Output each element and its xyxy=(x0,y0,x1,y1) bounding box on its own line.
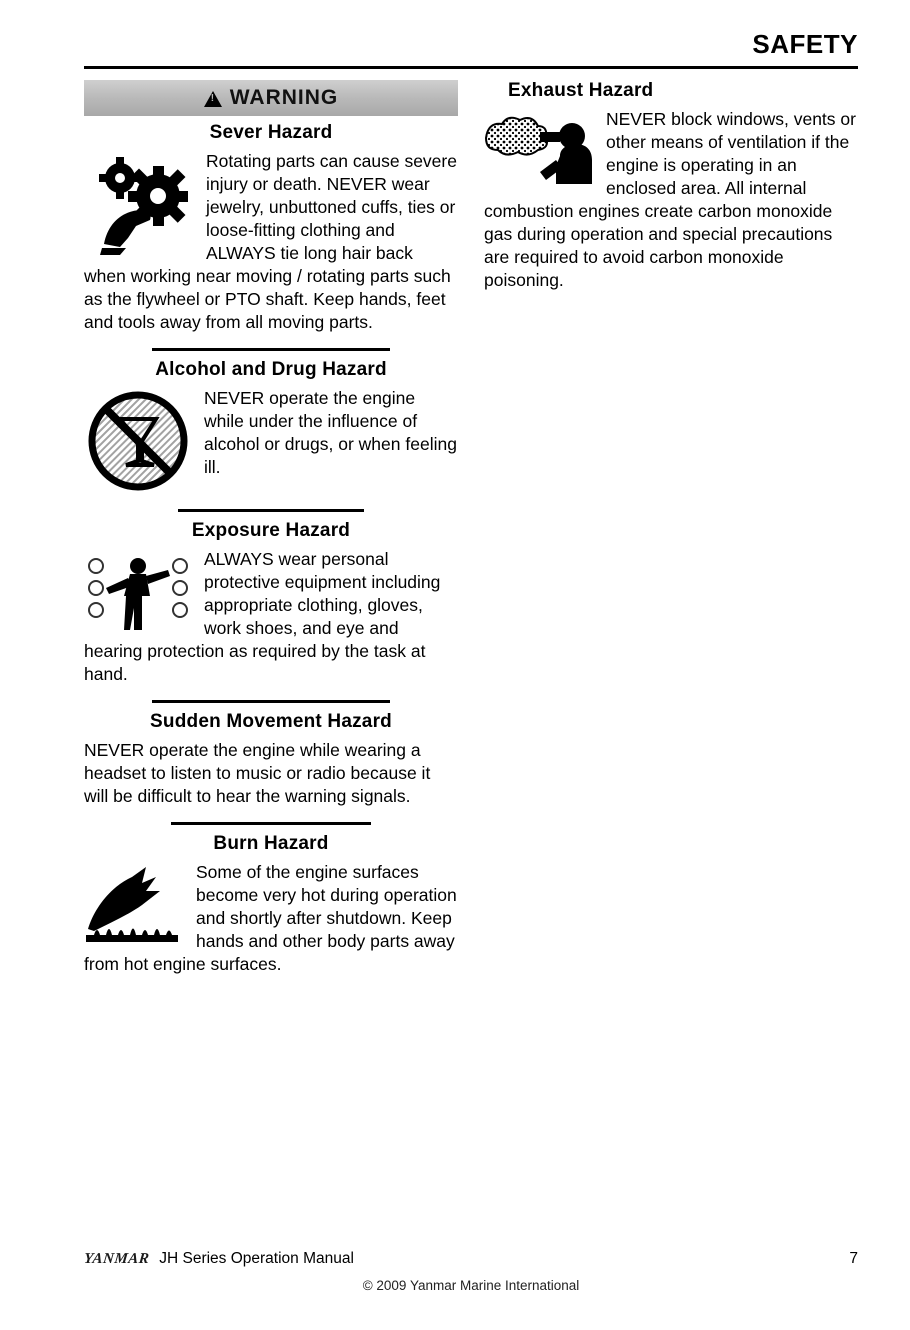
warning-triangle-icon xyxy=(204,91,222,107)
brand-logo: YANMAR xyxy=(83,1251,151,1267)
personal-protective-equipment-icon xyxy=(84,550,192,634)
section-divider xyxy=(152,700,390,703)
section-text-exhaust-hazard: NEVER block windows, vents or other means of ventilation if the engine is operating in an enclosed area. All internal combustion engines create carbon monoxide gas during operation and special precautions are required to avoid carbon monoxide poisoning. xyxy=(484,109,856,290)
right-column xyxy=(484,80,858,292)
section-text-sever-hazard: Rotating parts can cause severe injury or death. NEVER wear jewelry, unbuttoned cuffs, ties or loose-fitting clothing and ALWAYS tie long hair back when working near moving / rotating parts such as the flywheel or PTO shaft. Keep hands, feet and tools away from all moving parts. xyxy=(84,151,457,332)
section-heading-sever-hazard: Sever Hazard xyxy=(209,122,333,143)
warning-banner-label: WARNING xyxy=(229,86,339,109)
section-text-alcohol-drug-hazard: NEVER operate the engine while under the influence of alcohol or drugs, or when feeling ill. xyxy=(204,388,457,477)
no-alcohol-prohibited-icon xyxy=(84,389,192,493)
left-column xyxy=(84,80,458,976)
page-header xyxy=(84,30,858,59)
footer-row xyxy=(84,1250,858,1268)
section-body-burn-hazard xyxy=(84,861,458,976)
copyright-notice: © 2009 Yanmar Marine International xyxy=(362,1278,580,1293)
warning-banner xyxy=(84,80,458,116)
section-divider xyxy=(178,509,364,512)
page-title: SAFETY xyxy=(752,29,858,59)
section-text-burn-hazard: Some of the engine surfaces become very hot during operation and shortly after shutdown. Keep hands and other body parts away from hot engine surfaces. xyxy=(84,862,457,974)
section-text-exposure-hazard: ALWAYS wear personal protective equipment including appropriate clothing, gloves, work shoes, and eye and hearing protection as required by the task at hand. xyxy=(84,549,441,684)
section-body-exhaust-hazard xyxy=(484,108,858,292)
rotating-gear-hand-hazard-icon xyxy=(84,152,194,262)
hot-surface-burn-hand-icon xyxy=(84,863,184,949)
section-heading-exhaust-hazard: Exhaust Hazard xyxy=(508,80,654,101)
section-divider xyxy=(171,822,371,825)
warning-banner-content xyxy=(204,86,339,110)
footer-document-title: JH Series Operation Manual xyxy=(159,1250,354,1267)
section-body-exposure-hazard xyxy=(84,548,458,686)
section-body-sever-hazard xyxy=(84,150,458,334)
section-body-alcohol-drug-hazard xyxy=(84,387,458,495)
exhaust-fumes-person-icon xyxy=(484,110,594,190)
page-number: 7 xyxy=(849,1250,858,1267)
header-divider xyxy=(84,66,858,69)
section-heading-alcohol-drug-hazard: Alcohol and Drug Hazard xyxy=(155,359,387,380)
page-footer xyxy=(84,1250,858,1268)
section-divider xyxy=(152,348,390,351)
section-heading-exposure-hazard: Exposure Hazard xyxy=(191,520,351,541)
section-text-sudden-movement-hazard: NEVER operate the engine while wearing a headset to listen to music or radio because it will be difficult to hear the warning signals. xyxy=(84,740,431,806)
section-heading-burn-hazard: Burn Hazard xyxy=(213,833,329,854)
section-heading-sudden-movement-hazard: Sudden Movement Hazard xyxy=(150,711,392,732)
